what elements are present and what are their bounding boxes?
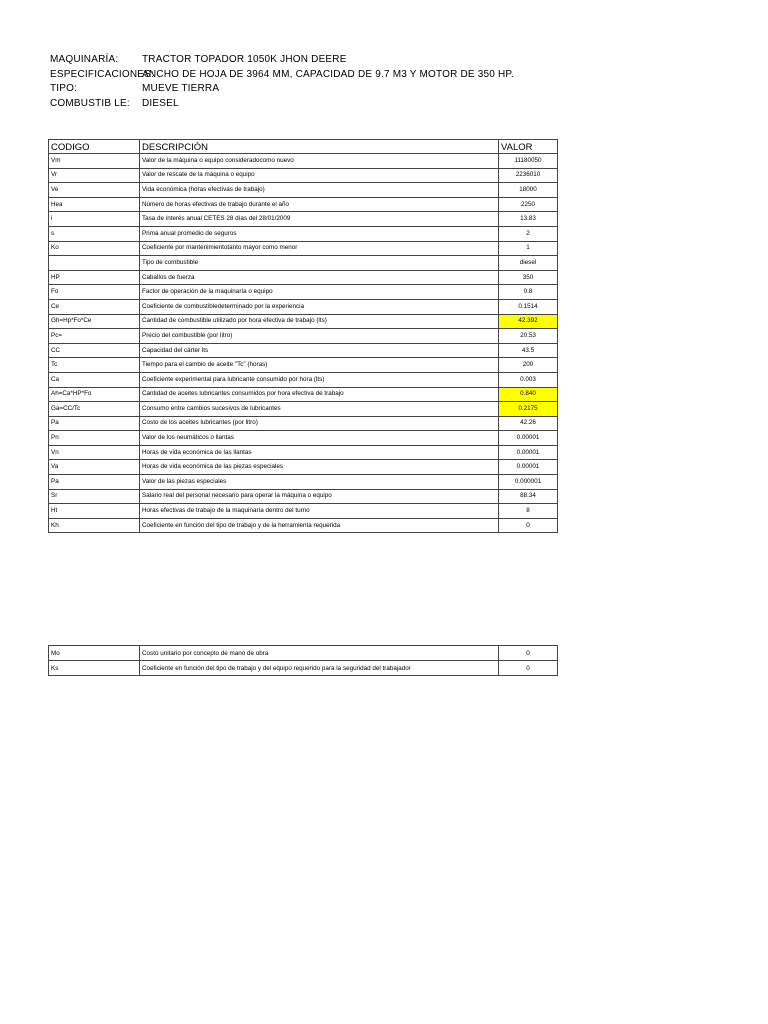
table-row — [49, 212, 558, 227]
cell-description[interactable]: Horas de vida económica de las piezas especiales — [140, 460, 499, 475]
cell-code[interactable]: Vr — [49, 168, 140, 183]
parameters-table — [48, 139, 558, 533]
cell-value[interactable]: 13.83 — [499, 212, 558, 227]
cell-code[interactable]: i — [49, 212, 140, 227]
cell-description[interactable]: Capacidad del cárter lts — [140, 343, 499, 358]
cell-code[interactable]: Pn — [49, 431, 140, 446]
cell-code[interactable]: Va — [49, 460, 140, 475]
cell-value[interactable]: 2236010 — [499, 168, 558, 183]
cell-description[interactable]: Coeficiente por mantenimientotanto mayor como menor — [140, 241, 499, 256]
cell-value[interactable]: 42.26 — [499, 416, 558, 431]
cell-description[interactable]: Cantidad de aceites lubricantes consumidos por hora efectiva de trabajo — [140, 387, 499, 402]
table-row — [49, 197, 558, 212]
cell-description[interactable]: Horas efectivas de trabajo de la maquinaría dentro del turno — [140, 504, 499, 519]
fuel-label: COMBUSTIB LE: — [50, 97, 130, 109]
table-row — [49, 475, 558, 490]
cell-description[interactable]: Número de horas efectivas de trabajo durante el año — [140, 197, 499, 212]
table-row — [49, 460, 558, 475]
cell-value[interactable]: 0.000001 — [499, 475, 558, 490]
cell-code[interactable]: Pa — [49, 416, 140, 431]
table-row — [49, 226, 558, 241]
cell-value[interactable]: 0 — [499, 661, 558, 676]
cell-code[interactable]: Gh=Hp*Fo*Ce — [49, 314, 140, 329]
table-row — [49, 518, 558, 533]
cell-value[interactable]: 0.00001 — [499, 445, 558, 460]
table-row — [49, 358, 558, 373]
cell-description[interactable]: Horas de vida económica de las llantas — [140, 445, 499, 460]
cell-value[interactable]: 88.34 — [499, 489, 558, 504]
specs-label: ESPECIFICACIONES: — [50, 68, 154, 80]
cell-code[interactable]: Tc — [49, 358, 140, 373]
cell-description[interactable]: Caballos de fuerza — [140, 270, 499, 285]
column-header-value: VALOR — [499, 140, 558, 154]
cell-value[interactable]: 11180050 — [499, 154, 558, 169]
cell-code[interactable]: Sr — [49, 489, 140, 504]
cell-code[interactable]: Ah=Ca*HP*Fo — [49, 387, 140, 402]
cell-description[interactable]: Coeficiente en función del tipo de trabajo y de la herramienta requerida — [140, 518, 499, 533]
table-row — [49, 314, 558, 329]
cell-description[interactable]: Coeficiente experimental para lubricante consumido por hora (lts) — [140, 372, 499, 387]
cell-code[interactable]: Vm — [49, 154, 140, 169]
cell-value[interactable]: 0.00001 — [499, 431, 558, 446]
cell-value[interactable]: 0.003 — [499, 372, 558, 387]
cell-code[interactable]: Vn — [49, 445, 140, 460]
cell-value[interactable]: 42.392 — [499, 314, 558, 329]
cell-code[interactable]: Kh — [49, 518, 140, 533]
cell-value[interactable]: 8 — [499, 504, 558, 519]
cell-description[interactable]: Coeficiente de combustibledeterminado por la experiencia — [140, 299, 499, 314]
table-row — [49, 329, 558, 344]
table-row — [49, 154, 558, 169]
cell-value[interactable]: 0.840 — [499, 387, 558, 402]
cell-description[interactable]: Cantidad de combustible utilizado por hora efectiva de trabajo (lts) — [140, 314, 499, 329]
column-header-description: DESCRIPCIÓN — [140, 140, 499, 154]
table-row — [49, 183, 558, 198]
machine-header — [50, 53, 610, 111]
cell-code[interactable]: HP — [49, 270, 140, 285]
table-row — [49, 270, 558, 285]
cell-code[interactable]: Ht — [49, 504, 140, 519]
cell-description[interactable]: Valor de las piezas especiales — [140, 475, 499, 490]
cell-description[interactable]: Costo de los aceites lubricantes (por litro) — [140, 416, 499, 431]
table-row — [49, 168, 558, 183]
specs-value: ANCHO DE HOJA DE 3964 MM, CAPACIDAD DE 9.7 M3 Y MOTOR DE 350 HP. — [142, 68, 514, 80]
labor-cost-table — [48, 645, 558, 676]
machinery-label: MAQUINARÍA: — [50, 54, 119, 65]
cell-value[interactable]: 0 — [499, 646, 558, 661]
table-row — [49, 387, 558, 402]
table-row — [49, 416, 558, 431]
cell-code[interactable]: CC — [49, 343, 140, 358]
cell-code[interactable]: Ce — [49, 299, 140, 314]
fuel-value: DIESEL — [142, 97, 179, 109]
cell-description[interactable]: Precio del combustible (por litro) — [140, 329, 499, 344]
table-row — [49, 661, 558, 676]
cell-description[interactable]: Vida económica (horas efectivas de trabajo) — [140, 183, 499, 198]
cell-code[interactable]: Ks — [49, 661, 140, 676]
cell-description[interactable]: Valor de los neumáticos o llantas — [140, 431, 499, 446]
cell-value[interactable]: 18000 — [499, 183, 558, 198]
table-row — [49, 241, 558, 256]
table-row — [49, 256, 558, 271]
cell-description[interactable]: Salario real del personal necesario para operar la máquina o equipo — [140, 489, 499, 504]
table-row — [49, 646, 558, 661]
cell-description[interactable]: Valor de la máquina o equipo consideradocomo nuevo — [140, 154, 499, 169]
table-row — [49, 489, 558, 504]
table-row — [49, 299, 558, 314]
cell-description[interactable]: Tipo de combustible — [140, 256, 499, 271]
cell-code[interactable]: Ca — [49, 372, 140, 387]
cell-description[interactable]: Tiempo para el cambio de aceite "Tc" (horas) — [140, 358, 499, 373]
cell-value[interactable]: 200 — [499, 358, 558, 373]
cell-code[interactable]: Pc= — [49, 329, 140, 344]
cell-value[interactable]: 1 — [499, 241, 558, 256]
fuel-row — [50, 97, 610, 112]
type-row — [50, 82, 610, 97]
table-row — [49, 431, 558, 446]
cell-value[interactable]: 0.00001 — [499, 460, 558, 475]
cell-value[interactable]: 0 — [499, 518, 558, 533]
table-row — [49, 285, 558, 300]
table-row — [49, 372, 558, 387]
cell-description[interactable]: Valor de rescate de la máquina o equipo — [140, 168, 499, 183]
cell-code[interactable]: Mo — [49, 646, 140, 661]
cell-value[interactable]: 20.53 — [499, 329, 558, 344]
cell-code[interactable]: Ve — [49, 183, 140, 198]
machinery-row — [50, 53, 610, 68]
cell-description[interactable]: Tasa de interés anual CETES 28 días del 28/01/2009 — [140, 212, 499, 227]
cell-code[interactable]: Fo — [49, 285, 140, 300]
table-header-row — [49, 140, 558, 154]
cell-value[interactable]: 0.2175 — [499, 402, 558, 417]
table-row — [49, 504, 558, 519]
table-row — [49, 445, 558, 460]
cell-value[interactable]: 0.1514 — [499, 299, 558, 314]
cell-description[interactable]: Consumo entre cambios sucesivos de lubricantes — [140, 402, 499, 417]
type-value: MUEVE TIERRA — [142, 83, 220, 94]
specs-row — [50, 68, 610, 83]
cell-description[interactable]: Factor de operación de la maquinaría o equipo — [140, 285, 499, 300]
type-label: TIPO: — [50, 83, 78, 94]
cell-value[interactable]: 2250 — [499, 197, 558, 212]
table-row — [49, 343, 558, 358]
cell-description[interactable]: Prima anual promedio de seguros — [140, 226, 499, 241]
machinery-value: TRACTOR TOPADOR 1050K JHON DEERE — [142, 54, 347, 65]
cell-code[interactable]: s — [49, 226, 140, 241]
cell-description[interactable]: Costo unitario por concepto de mano de obra — [140, 646, 499, 661]
cell-value[interactable]: 43.5 — [499, 343, 558, 358]
cell-code[interactable]: Pa — [49, 475, 140, 490]
cell-code[interactable]: Ga=CC/Tc — [49, 402, 140, 417]
table-row — [49, 402, 558, 417]
cell-code[interactable] — [49, 256, 140, 271]
cell-description[interactable]: Coeficiente en función del tipo de trabajo y del equipo requerido para la seguridad del trabajador — [140, 661, 499, 676]
cell-value[interactable]: 350 — [499, 270, 558, 285]
cell-code[interactable]: Hea — [49, 197, 140, 212]
cell-value[interactable]: 0.8 — [499, 285, 558, 300]
cell-value[interactable]: 2 — [499, 226, 558, 241]
cell-code[interactable]: Ko — [49, 241, 140, 256]
column-header-code: CODIGO — [49, 140, 140, 154]
cell-value[interactable]: diesel — [499, 256, 558, 271]
